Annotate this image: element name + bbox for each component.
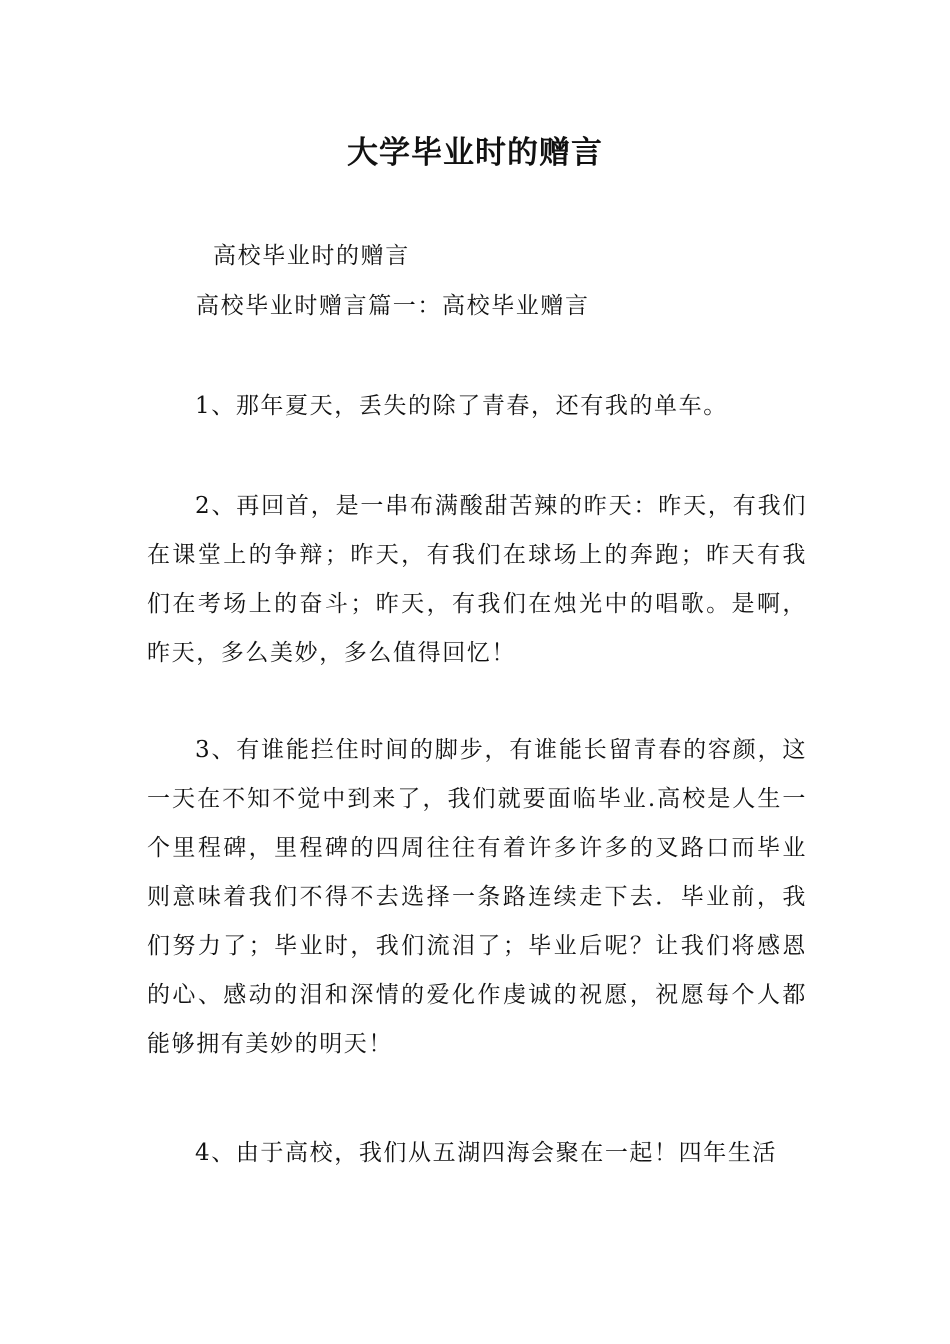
document-title: 大学毕业时的赠言 — [347, 135, 603, 171]
paragraph-3: 3、有谁能拦住时间的脚步，有谁能长留青春的容颜，这一天在不知不觉中到来了，我们就要面临毕业.高校是人生一个里程碑，里程碑的四周往往有着许多许多的叉路口而毕业则意味着我们不得不去选择一条路连续走下去．毕业前，我们努力了；毕业时，我们流泪了；毕业后呢？让我们将感恩的心、感动的泪和深情的爱化作虔诚的祝愿，祝愿每个人都能够拥有美妙的明天！ — [147, 737, 807, 1057]
paragraph-1: 1、那年夏天，丢失的除了青春，还有我的单车。 — [195, 393, 728, 419]
document-subtitle: 高校毕业时的赠言 — [213, 243, 410, 269]
paragraph-2: 2、再回首，是一串布满酸甜苦辣的昨天：昨天，有我们在课堂上的争辩；昨天，有我们在球场上的奔跑；昨天有我们在考场上的奋斗；昨天，有我们在烛光中的唱歌。是啊，昨天，多么美妙，多么值得回忆！ — [147, 493, 807, 666]
section-heading: 高校毕业时赠言篇一：高校毕业赠言 — [196, 293, 590, 319]
paragraph-4: 4、由于高校，我们从五湖四海会聚在一起！四年生活 — [195, 1140, 778, 1166]
